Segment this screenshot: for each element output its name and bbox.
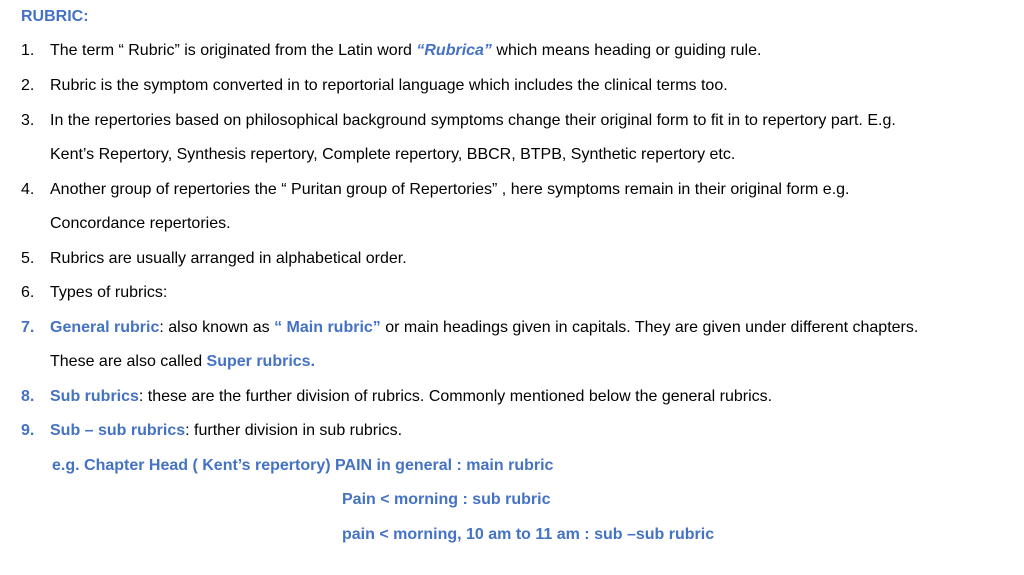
list-number: 2. xyxy=(21,77,35,94)
list-text: Types of rubrics: xyxy=(50,284,168,301)
term-sub-rubrics: Sub rubrics xyxy=(50,388,139,405)
list-text xyxy=(50,421,402,441)
text-segment: : these are the further division of rubrics. Commonly mentioned below the general rubrics. xyxy=(138,388,773,405)
list-text: In the repertories based on philosophical background symptoms change their original form to fit in to repertory part. E.g. xyxy=(50,112,896,129)
list-item-7-continuation xyxy=(50,352,315,372)
list-number: 7. xyxy=(21,319,35,336)
slide-heading: RUBRIC: xyxy=(21,8,89,25)
text-segment: : also known as xyxy=(159,319,275,336)
list-number: 5. xyxy=(21,250,35,267)
list-item-3-continuation: Kent’s Repertory, Synthesis repertory, Complete repertory, BBCR, BTPB, Synthetic repertory etc. xyxy=(50,146,736,163)
list-text xyxy=(50,41,761,61)
term-main-rubric: “ Main rubric” xyxy=(274,319,381,336)
list-text: Rubric is the symptom converted in to reportorial language which includes the clinical terms too. xyxy=(50,77,728,94)
example-sub-rubric: Pain < morning : sub rubric xyxy=(342,491,551,508)
term-sub-sub-rubrics: Sub – sub rubrics xyxy=(50,422,186,439)
list-text xyxy=(50,318,918,338)
text-segment: which means heading or guiding rule. xyxy=(491,42,762,59)
list-text: Rubrics are usually arranged in alphabetical order. xyxy=(50,250,407,267)
text-segment: The term “ Rubric” is originated from the Latin word xyxy=(50,42,417,59)
term-general-rubric: General rubric xyxy=(50,319,160,336)
text-segment: or main headings given in capitals. They are given under different chapters. xyxy=(380,319,919,336)
list-number: 9. xyxy=(21,422,35,439)
list-item-4-continuation: Concordance repertories. xyxy=(50,215,231,232)
list-text xyxy=(50,387,772,407)
list-text: Another group of repertories the “ Puritan group of Repertories” , here symptoms remain in their original form e.g. xyxy=(50,181,850,198)
term-rubrica: “Rubrica” xyxy=(416,42,492,59)
list-number: 3. xyxy=(21,112,35,129)
example-main-rubric: e.g. Chapter Head ( Kent’s repertory) PAIN in general : main rubric xyxy=(52,457,554,474)
list-number: 8. xyxy=(21,388,35,405)
list-number: 1. xyxy=(21,42,35,59)
example-sub-sub-rubric: pain < morning, 10 am to 11 am : sub –sub rubric xyxy=(342,526,715,543)
text-segment: These are also called xyxy=(50,353,207,370)
list-number: 4. xyxy=(21,181,35,198)
term-super-rubrics: Super rubrics. xyxy=(206,353,316,370)
list-number: 6. xyxy=(21,284,35,301)
text-segment: : further division in sub rubrics. xyxy=(185,422,403,439)
